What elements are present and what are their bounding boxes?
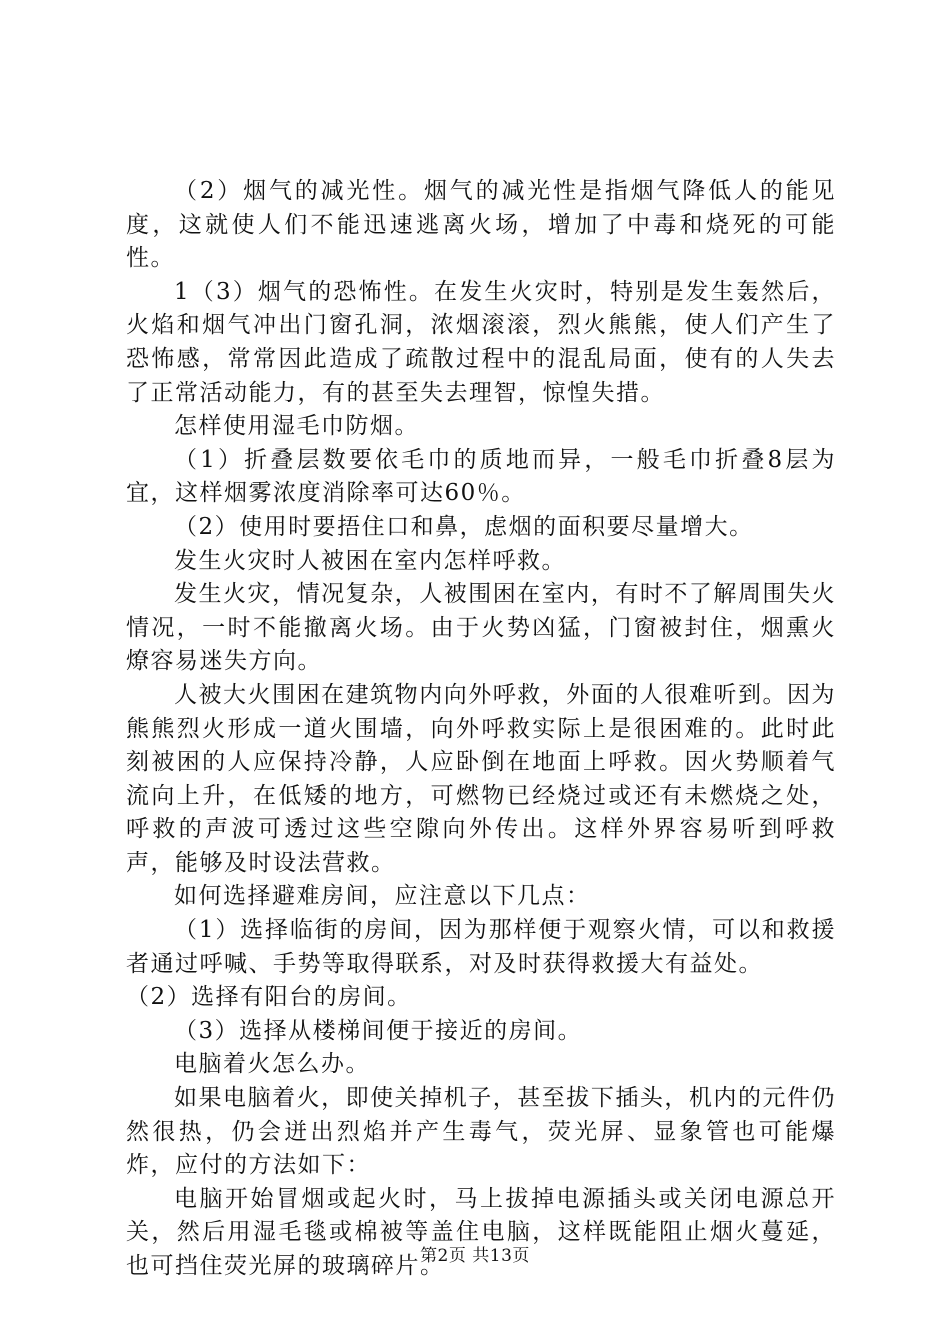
heading-computer-fire: 电脑着火怎么办。 xyxy=(174,1051,370,1078)
paragraph-how-to-call-help: 人被大火围困在建筑物内向外呼救，外面的人很难听到。因为熊熊烈火形成一道火围墙，向外呼救实际上是很困难的。此时此刻被困的人应保持冷静，人应卧倒在地面上呼救。因火势顺着气流向上升，在低矮的地方，可燃物已经烧过或还有未燃烧之处，呼救的声波可透过这些空隙向外传出。这样外界容易听到呼救声，能够及时设法营救。 xyxy=(126,681,836,876)
paragraph-refuge-balcony: （2）选择有阳台的房间。 xyxy=(126,984,412,1011)
paragraph-refuge-street-room: （1）选择临街的房间，因为那样便于观察火情，可以和救援者通过呼喊、手势等取得联系，对及时获得救援大有益处。 xyxy=(126,917,836,977)
document-body xyxy=(126,175,836,1284)
heading-wet-towel: 怎样使用湿毛巾防烟。 xyxy=(174,413,419,440)
heading-refuge-room: 如何选择避难房间，应注意以下几点： xyxy=(174,883,591,910)
paragraph-refuge-stairs: （3）选择从楼梯间便于接近的房间。 xyxy=(174,1017,583,1044)
paragraph-cover-mouth: （2）使用时要捂住口和鼻，虑烟的面积要尽量增大。 xyxy=(174,513,754,540)
paragraph-trapped-situation: 发生火灾，情况复杂，人被围困在室内，有时不了解周围失火情况，一时不能撤离火场。由于火势凶猛，门窗被封住，烟熏火燎容易迷失方向。 xyxy=(126,581,836,675)
paragraph-computer-fire-danger: 如果电脑着火，即使关掉机子，甚至拔下插头，机内的元件仍然很热，仍会迸出烈焰并产生毒气，荧光屏、显象管也可能爆炸，应付的方法如下： xyxy=(126,1085,836,1179)
heading-trapped-call-help: 发生火灾时人被困在室内怎样呼救。 xyxy=(174,547,566,574)
paragraph-smoke-light-reduction: （2）烟气的减光性。烟气的减光性是指烟气降低人的能见度，这就使人们不能迅速逃离火场，增加了中毒和烧死的可能性。 xyxy=(126,178,836,272)
paragraph-towel-fold: （1）折叠层数要依毛巾的质地而异，一般毛巾折叠8层为宜，这样烟雾浓度消除率可达60％。 xyxy=(126,446,836,507)
page-number: 第2页 共13页 xyxy=(420,1246,530,1266)
paragraph-smoke-fear: 1（3）烟气的恐怖性。在发生火灾时，特别是发生轰然后，火焰和烟气冲出门窗孔洞，浓烟滚滚，烈火熊熊，使人们产生了恐怖感，常常因此造成了疏散过程中的混乱局面，使有的人失去了正常活动能力，有的甚至失去理智，惊惶失措。 xyxy=(126,278,836,406)
paragraph-computer-fire-action: 电脑开始冒烟或起火时，马上拔掉电源插头或关闭电源总开关，然后用湿毛毯或棉被等盖住电脑，这样既能阻止烟火蔓延，也可挡住荧光屏的玻璃碎片。 xyxy=(126,1185,836,1279)
